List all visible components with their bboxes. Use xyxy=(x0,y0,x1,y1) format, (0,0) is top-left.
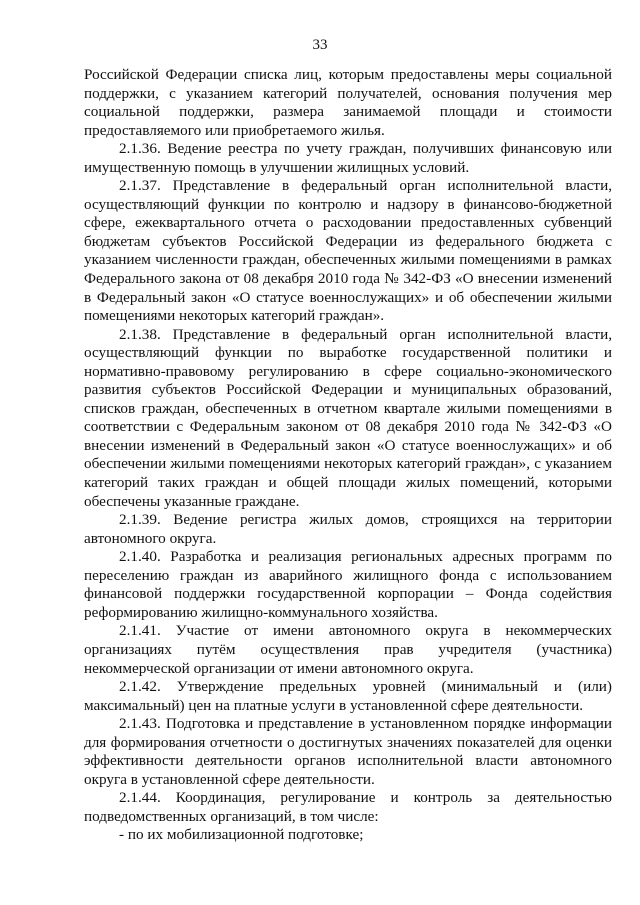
paragraph-2-1-41: 2.1.41. Участие от имени автономного округа в некоммерческих организациях путём осуществления прав учредителя (участника) некоммерческой организации от имени автономного округа. xyxy=(84,622,612,677)
paragraph-2-1-37: 2.1.37. Представление в федеральный орган исполнительной власти, осуществляющий функции по контролю и надзору в финансово-бюджетной сфере, ежеквартального отчета о расходовании предоставленных субвенций бюджетам субъектов Российской Федерации из федерального бюджета с указанием численности граждан, обеспеченных жилыми помещениями в рамках Федерального закона от 08 декабря 2010 года № 342-ФЗ «О внесении изменений в Федеральный закон «О статусе военнослужащих» и об обеспечении жилыми помещениями некоторых категорий граждан». xyxy=(84,177,612,325)
paragraph-2-1-43: 2.1.43. Подготовка и представление в установленном порядке информации для формирования отчетности о достигнутых значениях показателей для оценки эффективности деятельности органов исполнительной власти автономного округа в установленной сфере деятельности. xyxy=(84,715,612,788)
paragraph-2-1-36: 2.1.36. Ведение реестра по учету граждан, получивших финансовую или имущественную помощь в улучшении жилищных условий. xyxy=(84,140,612,176)
paragraph-continuation: Российской Федерации списка лиц, которым предоставлены меры социальной поддержки, с указанием категорий получателей, основания получения мер социальной поддержки, размера занимаемой площади и стоимости предоставляемого или приобретаемого жилья. xyxy=(84,66,612,139)
paragraph-2-1-39: 2.1.39. Ведение регистра жилых домов, строящихся на территории автономного округа. xyxy=(84,511,612,547)
page-number: 33 xyxy=(312,37,328,53)
list-item-mobilization: - по их мобилизационной подготовке; xyxy=(119,826,364,844)
paragraph-2-1-42: 2.1.42. Утверждение предельных уровней (минимальный и (или) максимальный) цен на платные услуги в установленной сфере деятельности. xyxy=(84,678,612,714)
document-body xyxy=(84,66,612,845)
paragraph-2-1-38: 2.1.38. Представление в федеральный орган исполнительной власти, осуществляющий функции по выработке государственной политики и нормативно-правовому регулированию в сфере социально-экономического развития субъектов Российской Федерации и муниципальных образований, списков граждан, обеспеченных в отчетном квартале жилыми помещениями в соответствии с Федеральным законом от 08 декабря 2010 года № 342-ФЗ «О внесении изменений в Федеральный закон «О статусе военнослужащих» и об обеспечении жилыми помещениями некоторых категорий граждан», с указанием категорий таких граждан и общей площади жилых помещений, которыми обеспечены указанные граждане. xyxy=(84,325,612,510)
paragraph-2-1-44: 2.1.44. Координация, регулирование и контроль за деятельностью подведомственных организаций, в том числе: xyxy=(84,789,612,825)
paragraph-2-1-40: 2.1.40. Разработка и реализация региональных адресных программ по переселению граждан из аварийного жилищного фонда с использованием финансовой поддержки государственной корпорации – Фонда содействия реформированию жилищно-коммунального хозяйства. xyxy=(84,548,612,621)
